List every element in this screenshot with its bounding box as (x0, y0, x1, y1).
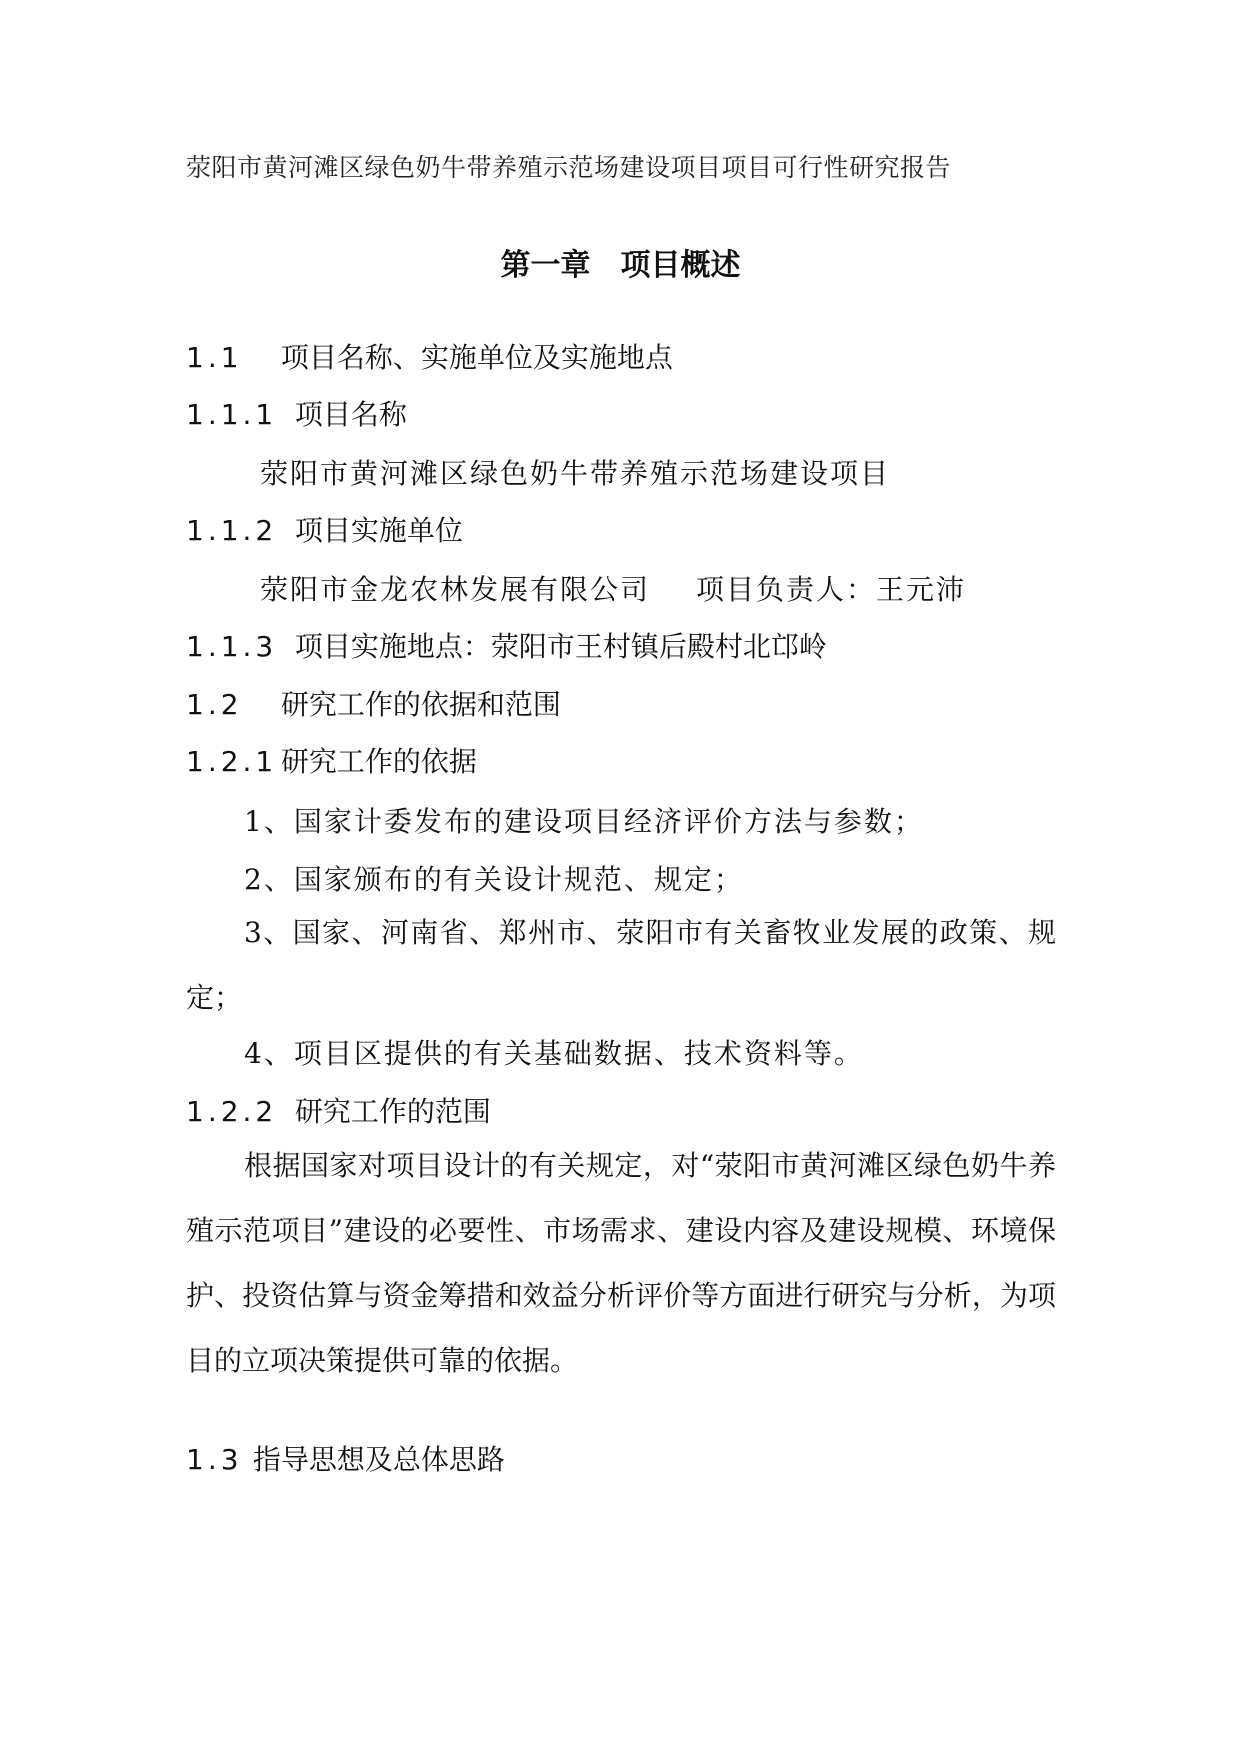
section-title: 研究工作的依据和范围 (280, 688, 561, 721)
section-number: 1.1 (186, 341, 243, 374)
section-title: 项目名称、实施单位及实施地点 (280, 341, 673, 374)
section-title: 项目实施地点：荥阳市王村镇后殿村北邙岭 (294, 630, 827, 663)
section-title: 研究工作的范围 (294, 1095, 491, 1128)
section-heading-1-2-2 (186, 1090, 491, 1130)
section-number: 1.2.1 (186, 745, 278, 778)
section-number: 1.1.2 (186, 514, 278, 547)
section-number: 1.3 (186, 1443, 243, 1476)
section-number: 1.1.1 (186, 398, 278, 431)
section-heading-1-2-1 (186, 740, 477, 780)
chapter-title: 第一章 项目概述 (500, 248, 741, 283)
section-title: 研究工作的依据 (280, 745, 477, 778)
section-heading-1-1-3 (186, 625, 827, 665)
section-number: 1.2 (186, 688, 243, 721)
running-header: 荥阳市黄河滩区绿色奶牛带养殖示范场建设项目项目可行性研究报告 (186, 153, 952, 182)
section-number: 1.2.2 (186, 1095, 278, 1128)
section-heading-1-3 (186, 1438, 505, 1478)
basis-item: 4、项目区提供的有关基础数据、技术资料等。 (244, 1037, 864, 1070)
unit-leader-text: 项目负责人：王元沛 (696, 573, 967, 606)
scope-paragraph: 根据国家对项目设计的有关规定，对“荥阳市黄河滩区绿色奶牛养殖示范项目”建设的必要性、市场需求、建设内容及建设规模、环境保护、投资估算与资金筹措和效益分析评价等方面进行研究与分析，为项目的立项决策提供可靠的依据。 (186, 1149, 1056, 1377)
basis-item: 3、国家、河南省、郑州市、荥阳市有关畜牧业发展的政策、规定； (186, 916, 1056, 1014)
basis-item: 1、国家计委发布的建设项目经济评价方法与参数； (244, 805, 924, 838)
section-heading-1-1-2 (186, 509, 463, 549)
section-heading-1-2 (186, 683, 561, 723)
unit-name-text: 荥阳市金龙农林发展有限公司 (260, 573, 651, 606)
basis-item: 2、国家颁布的有关设计规范、规定； (244, 863, 744, 896)
project-name-text: 荥阳市黄河滩区绿色奶牛带养殖示范场建设项目 (260, 457, 891, 490)
section-number: 1.1.3 (186, 630, 278, 663)
section-heading-1-1-1 (186, 393, 407, 433)
section-title: 项目名称 (294, 398, 407, 431)
section-title: 项目实施单位 (294, 514, 463, 547)
section-heading-1-1 (186, 336, 673, 376)
section-title: 指导思想及总体思路 (252, 1443, 505, 1476)
